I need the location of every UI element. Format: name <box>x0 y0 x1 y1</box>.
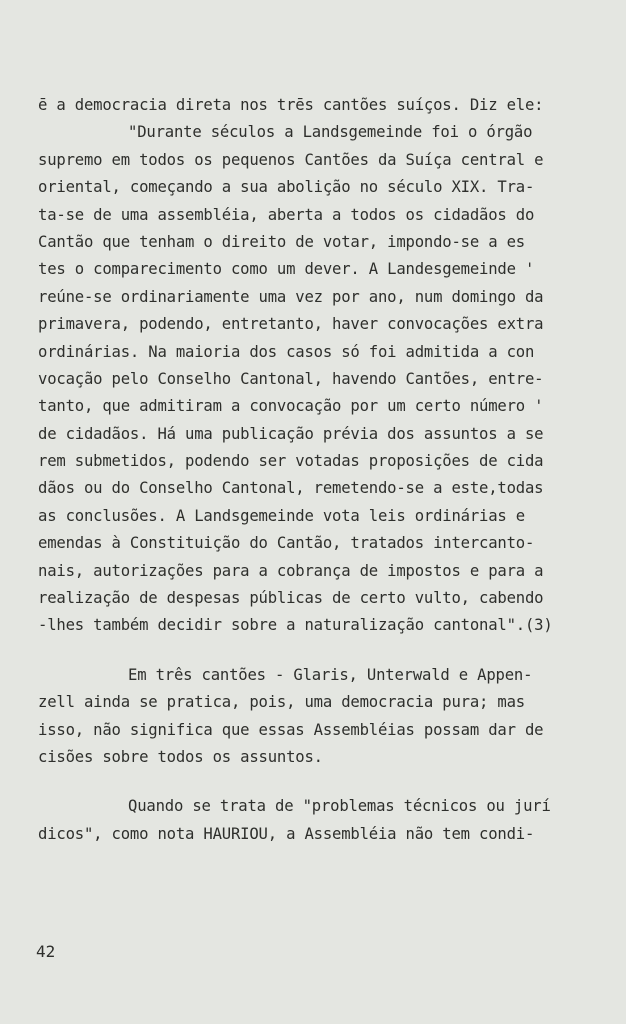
text-line: rem submetidos, podendo ser votadas proposições de cida <box>38 452 544 471</box>
text-line: isso, não significa que essas Assembléias possam dar de <box>38 720 544 739</box>
text-line: zell ainda se pratica, pois, uma democracia pura; mas <box>38 693 525 712</box>
text-line: Cantão que tenham o direito de votar, impondo-se a es <box>38 232 525 251</box>
text-line: ē a democracia direta nos trēs cantões suíços. Diz ele: <box>38 96 544 114</box>
text-line: Quando se trata de "problemas técnicos ou jurí <box>128 797 551 816</box>
text-line: supremo em todos os pequenos Cantões da Suíça central e <box>38 150 544 169</box>
text-line: dãos ou do Conselho Cantonal, remetendo-se a este,todas <box>38 479 544 498</box>
body-text <box>38 92 606 848</box>
text-line: nais, autorizações para a cobrança de impostos e para a <box>38 561 544 580</box>
text-line: de cidadãos. Há uma publicação prévia dos assuntos a se <box>38 424 544 443</box>
text-line: realização de despesas públicas de certo vulto, cabendo <box>38 589 544 608</box>
paragraph-gap <box>38 771 606 793</box>
text-line: ordinárias. Na maioria dos casos só foi admitida a con <box>38 342 535 361</box>
text-line: as conclusões. A Landsgemeinde vota leis ordinárias e <box>38 506 525 525</box>
text-line: oriental, começando a sua abolição no século XIX. Tra- <box>38 178 535 197</box>
text-line: emendas à Constituição do Cantão, tratados intercanto- <box>38 534 535 553</box>
text-line: primavera, podendo, entretanto, haver convocações extra <box>38 315 544 334</box>
text-line: dicos", como nota HAURIOU, a Assembléia não tem condi- <box>38 824 535 843</box>
text-line: -lhes também decidir sobre a naturalização cantonal".(3) <box>38 616 553 635</box>
text-line: tanto, que admitiram a convocação por um certo número ' <box>38 397 544 416</box>
text-line: vocação pelo Conselho Cantonal, havendo Cantões, entre- <box>38 369 544 388</box>
text-line: tes o comparecimento como um dever. A Landesgemeinde ' <box>38 260 535 279</box>
text-line: Em três cantões - Glaris, Unterwald e Appen- <box>128 665 533 684</box>
page-number: 42 <box>36 942 56 961</box>
text-line: ta-se de uma assembléia, aberta a todos os cidadãos do <box>38 205 535 224</box>
text-line: cisões sobre todos os assuntos. <box>38 747 323 766</box>
text-line: reúne-se ordinariamente uma vez por ano, num domingo da <box>38 287 544 306</box>
paragraph-gap <box>38 640 606 662</box>
text-line: "Durante séculos a Landsgemeinde foi o órgão <box>128 123 533 142</box>
